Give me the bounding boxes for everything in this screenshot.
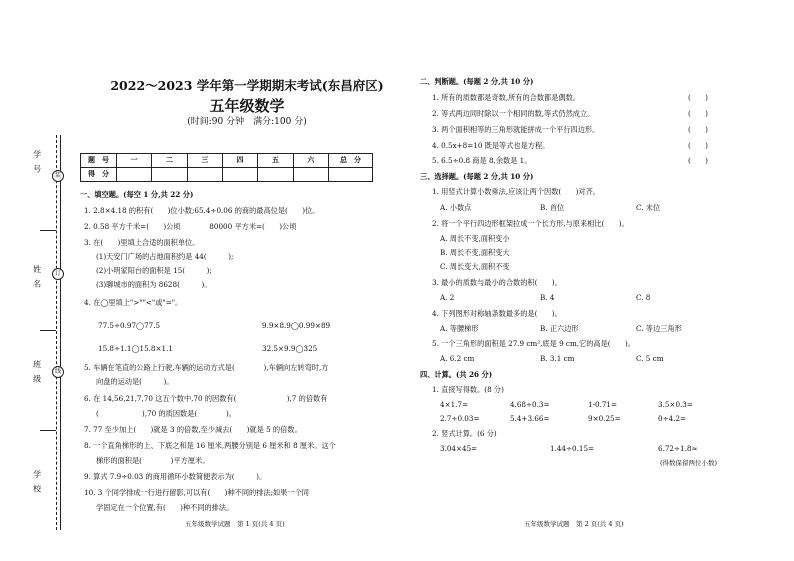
choice-1-option-b[interactable]: B. 首位 [540,203,565,212]
question-3a: (1)天安门广场的占地面积约是 44( ); [96,252,234,261]
choice-1: 1. 用竖式计算小数乘法,应该让两个因数( )对齐。 [432,187,600,196]
score-input-cell[interactable] [117,168,152,182]
score-cell: 得 分 [81,168,117,182]
judge-answer-5[interactable]: ( ) [688,156,708,165]
section-judgement: 二、判断题。(每题 2 分,共 10 分) [420,77,534,86]
question-3: 3. 在( )里填上合适的面积单位。 [84,238,200,247]
question-6: 6. 在 14,56,21,7,70 这五个数中,70 的因数有( ),7 的倍数有 [84,394,328,403]
calc-2-item: 1.44÷0.15= [550,444,595,453]
section-calculation: 四、计算。(共 26 分) [420,370,493,379]
calc-1-item: 0÷4.2= [658,414,687,423]
page-footer-left: 五年级数学试题 第 1 页(共 4 页) [185,520,285,528]
margin-underline [40,230,56,231]
choice-2-option-c[interactable]: C. 周长变大,面积不变 [440,262,510,271]
question-4a1: 77.5÷0.97◯77.5 [98,321,161,330]
question-2: 2. 0.58 平方千米=( )公顷 80000 平方米=( )公顷 [84,222,297,231]
question-8-cont: 梯形的面积是( )平方厘米。 [96,456,210,465]
margin-label-name: 姓 名 [32,265,42,290]
choice-1-option-c[interactable]: C. 末位 [636,203,661,212]
question-4a2: 9.9×8.9◯0.99×89 [262,321,331,330]
question-10-cont: 学固定在一个位置,有( )种不同的排法。 [96,503,234,512]
exam-meta: (时间:90 分钟 满分:100 分) [187,117,307,127]
question-4b1: 15.8÷1.1◯15.8×1.1 [98,344,173,353]
calc-1-item: 4.68÷0.3= [510,400,550,409]
question-4b2: 32.5×9.9◯325 [262,344,318,353]
calc-2-item: 3.04×45= [440,444,478,453]
exam-subject: 五年级数学 [209,97,285,115]
score-cell: 二 [152,154,187,168]
judge-2: 2. 等式两边同时除以一个相同的数,等式仍然成立。 [432,109,595,118]
question-9: 9. 算式 7.9÷0.03 的商用循环小数简便表示为( )。 [84,472,267,481]
section-fill-blank: 一、填空题。(每空 1 分,共 22 分) [80,190,194,199]
judge-answer-1[interactable]: ( ) [688,93,708,102]
margin-label-class: 班 级 [32,360,42,385]
judge-4: 4. 0.5x+8=10 既是等式也是方程。 [432,141,550,150]
calc-1-item: 2.7÷0.03= [440,414,480,423]
choice-5-option-c[interactable]: C. 5 cm [636,354,664,363]
score-input-cell[interactable] [222,168,257,182]
question-3c: (3)聊城市的面积为 8628( )。 [96,280,212,289]
question-5-cont: 向盘的运动是( )。 [96,377,174,386]
score-input-cell[interactable] [329,168,373,182]
exam-title: 2022～2023 学年第一学期期末考试(东昌府区) [110,78,384,93]
score-input-cell[interactable] [152,168,187,182]
score-table-row [81,154,373,168]
margin-label-school: 学 校 [32,470,42,495]
score-cell: 总 分 [329,154,373,168]
choice-4-option-a[interactable]: A. 等腰梯形 [440,324,479,333]
choice-5-option-a[interactable]: A. 6.2 cm [440,354,475,363]
judge-3: 3. 两个面积相等的三角形就能拼成一个平行四边形。 [432,125,600,134]
choice-5-option-b[interactable]: B. 3.1 cm [540,354,575,363]
calc-1-item: 3.5×0.3= [658,400,693,409]
question-10: 10. 3 个同学排成一行进行留影,可以有( )种不同的排法;如果一个同 [84,488,309,497]
choice-5: 5. 一个三角形的面积是 27.9 cm²,底是 9 cm,它的高是( )。 [432,339,635,348]
choice-1-option-a[interactable]: A. 小数点 [440,203,472,212]
choice-3-option-a[interactable]: A. 2 [440,293,455,302]
question-7: 7. 77 至少加上( )就是 3 的倍数,至少减去( )就是 5 的倍数。 [84,425,302,434]
binding-circle-xian: 线 [52,366,64,378]
choice-2-option-a[interactable]: A. 周长不变,面积变小 [440,234,510,243]
choice-4-option-c[interactable]: C. 等边三角形 [636,324,682,333]
choice-3-option-b[interactable]: B. 4 [540,293,555,302]
binding-dashed-line [56,135,57,530]
margin-underline [40,430,56,431]
judge-answer-2[interactable]: ( ) [688,109,708,118]
question-5: 5. 车辆在笔直的公路上行驶,车辆的运动方式是( ),车辆向左转弯时,方 [84,363,329,372]
calc-1-item: 1-0.71= [588,400,618,409]
calc-1-item: 5.4+3.66= [510,414,550,423]
score-table-row [81,168,373,182]
choice-2-option-b[interactable]: B. 周长不变,面积变大 [440,248,510,257]
score-cell: 五 [258,154,293,168]
calc-1-item: 9×0.25= [588,414,621,423]
margin-label-student-id: 学 号 [32,150,42,175]
question-4: 4. 在◯里填上">""<"或"="。 [84,298,183,307]
judge-5: 5. 6.5÷0.8 商是 8,余数是 1。 [432,156,532,165]
calc-2-heading: 2. 竖式计算。(6 分) [432,429,497,438]
calc-2-item: 6.72÷1.8≈ [658,444,698,453]
question-8: 8. 一个直角梯形的上、下底之和是 16 厘米,两腰分别是 6 厘米和 8 厘米。这个 [84,441,336,450]
question-6-cont: ( ),70 的质因数是( )。 [96,409,236,418]
score-cell: 题 号 [81,154,117,168]
binding-circle-ding: 订 [52,268,64,280]
choice-3-option-c[interactable]: C. 8 [636,293,651,302]
choice-4-option-b[interactable]: B. 正六边形 [540,324,579,333]
binding-circle-zhuang: 装 [52,170,64,182]
score-cell: 一 [117,154,152,168]
calc-1-heading: 1. 直接写得数。(8 分) [432,385,504,394]
score-input-cell[interactable] [258,168,293,182]
choice-3: 3. 最小的质数与最小的合数的积( )。 [432,278,562,287]
choice-4: 4. 下列图形对称轴条数最多的是( )。 [432,309,562,318]
page-footer-right: 五年级数学试题 第 2 页(共 4 页) [524,520,624,528]
section-choice: 三、选择题。(每题 2 分,共 10 分) [420,172,534,181]
score-input-cell[interactable] [293,168,328,182]
calc-2-note: (得数保留两位小数) [660,459,718,467]
judge-answer-4[interactable]: ( ) [688,141,708,150]
binding-line [60,135,61,530]
choice-2: 2. 将一个平行四边形框架拉成一个长方形,与原来相比( )。 [432,219,629,228]
score-input-cell[interactable] [187,168,222,182]
score-cell: 三 [187,154,222,168]
score-table [80,153,373,182]
score-cell: 六 [293,154,328,168]
judge-answer-3[interactable]: ( ) [688,125,708,134]
margin-underline [40,330,56,331]
judge-1: 1. 所有的质数都是奇数,所有的合数都是偶数。 [432,93,580,102]
score-cell: 四 [222,154,257,168]
question-3b: (2)小明家阳台的面积是 15( ); [96,266,212,275]
question-1: 1. 2.8×4.18 的积有( )位小数;65.4÷0.06 的商的最高位是( )位。 [84,206,320,215]
calc-1-item: 4×1.7= [440,400,469,409]
